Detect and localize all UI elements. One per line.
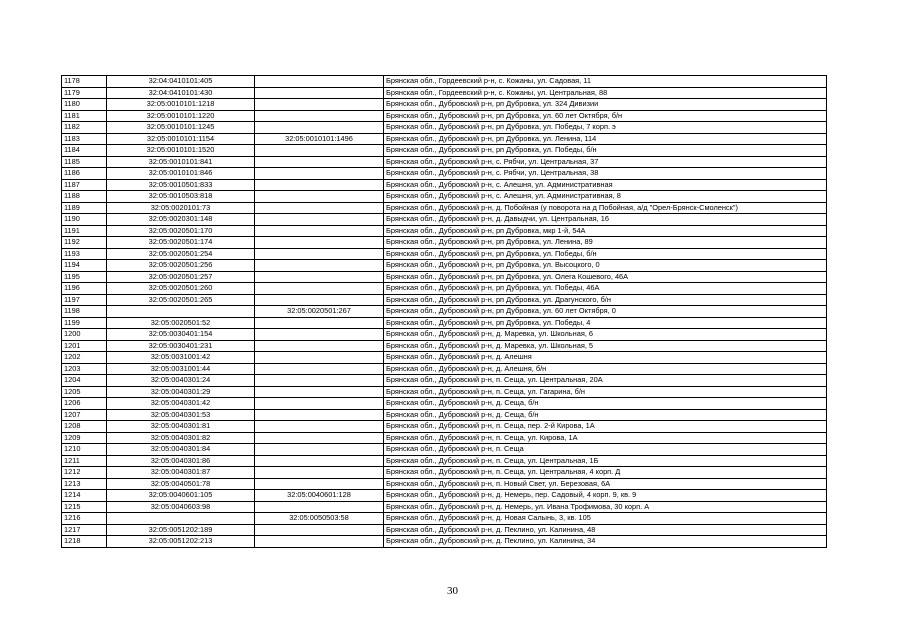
row-number-cell: 1179 [62, 87, 107, 99]
address-cell: Брянская обл., Дубровский р-н, рп Дубровка, ул. 324 Дивизии [384, 99, 827, 111]
linked-cadastral-number-cell [255, 271, 384, 283]
cadastral-number-cell: 32:05:0030401:231 [107, 340, 255, 352]
row-number-cell: 1186 [62, 168, 107, 180]
cadastral-number-cell: 32:05:0020501:256 [107, 260, 255, 272]
cadastral-number-cell: 32:05:0040301:87 [107, 467, 255, 479]
row-number-cell: 1209 [62, 432, 107, 444]
cadastral-number-cell: 32:05:0040301:81 [107, 421, 255, 433]
address-cell: Брянская обл., Дубровский р-н, п. Сеща, пер. 2-й Кирова, 1А [384, 421, 827, 433]
linked-cadastral-number-cell [255, 248, 384, 260]
address-cell: Брянская обл., Гордеевский р-н, с. Кожаны, ул. Садовая, 11 [384, 76, 827, 88]
row-number-cell: 1192 [62, 237, 107, 249]
table-row [62, 386, 827, 398]
table-row [62, 409, 827, 421]
address-cell: Брянская обл., Дубровский р-н, рп Дубровка, ул. Олега Кошевого, 46А [384, 271, 827, 283]
cadastral-number-cell: 32:05:0040601:105 [107, 490, 255, 502]
cadastral-number-cell: 32:05:0010101:846 [107, 168, 255, 180]
cadastral-number-cell: 32:05:0010101:841 [107, 156, 255, 168]
cadastral-number-cell: 32:05:0020501:257 [107, 271, 255, 283]
table-row [62, 432, 827, 444]
linked-cadastral-number-cell [255, 179, 384, 191]
table-row [62, 513, 827, 525]
cadastral-number-cell: 32:05:0040301:84 [107, 444, 255, 456]
address-cell: Брянская обл., Дубровский р-н, д. Сеща, б/н [384, 409, 827, 421]
cadastral-number-cell: 32:05:0020501:260 [107, 283, 255, 295]
table-row [62, 260, 827, 272]
row-number-cell: 1200 [62, 329, 107, 341]
row-number-cell: 1214 [62, 490, 107, 502]
row-number-cell: 1205 [62, 386, 107, 398]
cadastral-number-cell: 32:05:0031001:44 [107, 363, 255, 375]
cadastral-number-cell: 32:05:0040301:42 [107, 398, 255, 410]
table-row [62, 363, 827, 375]
linked-cadastral-number-cell [255, 294, 384, 306]
row-number-cell: 1212 [62, 467, 107, 479]
cadastral-number-cell: 32:05:0040301:86 [107, 455, 255, 467]
linked-cadastral-number-cell [255, 110, 384, 122]
row-number-cell: 1183 [62, 133, 107, 145]
linked-cadastral-number-cell [255, 421, 384, 433]
cadastral-number-cell: 32:05:0040501:78 [107, 478, 255, 490]
address-cell: Брянская обл., Дубровский р-н, д. Немерь, пер. Садовый, 4 корп. 9, кв. 9 [384, 490, 827, 502]
table-row [62, 133, 827, 145]
linked-cadastral-number-cell [255, 260, 384, 272]
address-cell: Брянская обл., Дубровский р-н, рп Дубровка, ул. Ленина, 89 [384, 237, 827, 249]
table-row [62, 501, 827, 513]
linked-cadastral-number-cell [255, 432, 384, 444]
address-cell: Брянская обл., Дубровский р-н, д. Маревка, ул. Школьная, 5 [384, 340, 827, 352]
linked-cadastral-number-cell [255, 536, 384, 548]
linked-cadastral-number-cell [255, 467, 384, 479]
linked-cadastral-number-cell: 32:05:0050503:58 [255, 513, 384, 525]
table-row [62, 214, 827, 226]
table-row [62, 536, 827, 548]
row-number-cell: 1187 [62, 179, 107, 191]
linked-cadastral-number-cell [255, 524, 384, 536]
row-number-cell: 1180 [62, 99, 107, 111]
row-number-cell: 1207 [62, 409, 107, 421]
table-row [62, 179, 827, 191]
table-row [62, 329, 827, 341]
row-number-cell: 1202 [62, 352, 107, 364]
address-cell: Брянская обл., Дубровский р-н, д. Немерь, ул. Ивана Трофимова, 30 корп. А [384, 501, 827, 513]
linked-cadastral-number-cell [255, 363, 384, 375]
address-cell: Брянская обл., Дубровский р-н, п. Сеща, ул. Центральная, 1Б [384, 455, 827, 467]
table-row [62, 156, 827, 168]
row-number-cell: 1217 [62, 524, 107, 536]
table-row [62, 467, 827, 479]
address-cell: Брянская обл., Дубровский р-н, д. Новая Салынь, 3, кв. 105 [384, 513, 827, 525]
linked-cadastral-number-cell [255, 76, 384, 88]
cadastral-number-cell: 32:05:0040301:53 [107, 409, 255, 421]
linked-cadastral-number-cell [255, 225, 384, 237]
linked-cadastral-number-cell [255, 283, 384, 295]
linked-cadastral-number-cell [255, 202, 384, 214]
linked-cadastral-number-cell [255, 501, 384, 513]
linked-cadastral-number-cell: 32:05:0020501:267 [255, 306, 384, 318]
address-cell: Брянская обл., Дубровский р-н, с. Рябчи, ул. Центральная, 38 [384, 168, 827, 180]
cadastral-number-cell: 32:05:0051202:189 [107, 524, 255, 536]
cadastral-number-cell: 32:05:0010101:1520 [107, 145, 255, 157]
address-cell: Брянская обл., Дубровский р-н, д. Давыдчи, ул. Центральная, 16 [384, 214, 827, 226]
row-number-cell: 1193 [62, 248, 107, 260]
address-cell: Брянская обл., Дубровский р-н, с. Алешня, ул. Административная, 8 [384, 191, 827, 203]
table-row [62, 168, 827, 180]
row-number-cell: 1196 [62, 283, 107, 295]
address-cell: Брянская обл., Дубровский р-н, п. Сеща, ул. Кирова, 1А [384, 432, 827, 444]
row-number-cell: 1197 [62, 294, 107, 306]
page-number: 30 [447, 585, 458, 597]
row-number-cell: 1204 [62, 375, 107, 387]
address-cell: Брянская обл., Гордеевский р-н, с. Кожаны, ул. Центральная, 88 [384, 87, 827, 99]
row-number-cell: 1189 [62, 202, 107, 214]
table-row [62, 398, 827, 410]
cadastral-number-cell: 32:05:0020501:170 [107, 225, 255, 237]
property-table-body [62, 76, 827, 548]
address-cell: Брянская обл., Дубровский р-н, д. Пеклино, ул. Калинина, 34 [384, 536, 827, 548]
address-cell: Брянская обл., Дубровский р-н, д. Алешня, б/н [384, 363, 827, 375]
table-row [62, 110, 827, 122]
linked-cadastral-number-cell: 32:05:0040601:128 [255, 490, 384, 502]
row-number-cell: 1181 [62, 110, 107, 122]
row-number-cell: 1203 [62, 363, 107, 375]
cadastral-number-cell: 32:05:0010101:1218 [107, 99, 255, 111]
linked-cadastral-number-cell [255, 409, 384, 421]
row-number-cell: 1210 [62, 444, 107, 456]
row-number-cell: 1185 [62, 156, 107, 168]
address-cell: Брянская обл., Дубровский р-н, рп Дубровка, ул. 60 лет Октября, 0 [384, 306, 827, 318]
address-cell: Брянская обл., Дубровский р-н, рп Дубровка, ул. Ленина, 114 [384, 133, 827, 145]
linked-cadastral-number-cell [255, 122, 384, 134]
row-number-cell: 1184 [62, 145, 107, 157]
table-row [62, 340, 827, 352]
address-cell: Брянская обл., Дубровский р-н, п. Сеща, ул. Центральная, 20А [384, 375, 827, 387]
table-row [62, 421, 827, 433]
address-cell: Брянская обл., Дубровский р-н, с. Алешня, ул. Административная [384, 179, 827, 191]
table-row [62, 225, 827, 237]
cadastral-number-cell: 32:05:0040301:24 [107, 375, 255, 387]
row-number-cell: 1191 [62, 225, 107, 237]
cadastral-number-cell: 32:05:0010101:1154 [107, 133, 255, 145]
table-row [62, 122, 827, 134]
cadastral-number-cell: 32:05:0030401:154 [107, 329, 255, 341]
address-cell: Брянская обл., Дубровский р-н, рп Дубровка, ул. 60 лет Октября, б/н [384, 110, 827, 122]
row-number-cell: 1206 [62, 398, 107, 410]
cadastral-number-cell: 32:05:0020101:73 [107, 202, 255, 214]
linked-cadastral-number-cell [255, 455, 384, 467]
address-cell: Брянская обл., Дубровский р-н, д. Пеклино, ул. Калинина, 48 [384, 524, 827, 536]
cadastral-number-cell: 32:05:0020301:148 [107, 214, 255, 226]
address-cell: Брянская обл., Дубровский р-н, рп Дубровка, мкр 1-й, 54А [384, 225, 827, 237]
cadastral-number-cell: 32:05:0010501:833 [107, 179, 255, 191]
table-row [62, 191, 827, 203]
address-cell: Брянская обл., Дубровский р-н, д. Сеща, б/н [384, 398, 827, 410]
table-row [62, 444, 827, 456]
cadastral-number-cell: 32:05:0010101:1245 [107, 122, 255, 134]
cadastral-number-cell: 32:05:0010101:1220 [107, 110, 255, 122]
address-cell: Брянская обл., Дубровский р-н, рп Дубровка, ул. Победы, 4 [384, 317, 827, 329]
table-row [62, 478, 827, 490]
table-row [62, 375, 827, 387]
address-cell: Брянская обл., Дубровский р-н, п. Сеща, ул. Центральная, 4 корп. Д [384, 467, 827, 479]
cadastral-number-cell: 32:05:0020501:265 [107, 294, 255, 306]
linked-cadastral-number-cell [255, 317, 384, 329]
table-row [62, 524, 827, 536]
address-cell: Брянская обл., Дубровский р-н, рп Дубровка, ул. Победы, 7 корп. э [384, 122, 827, 134]
row-number-cell: 1208 [62, 421, 107, 433]
table-row [62, 352, 827, 364]
row-number-cell: 1215 [62, 501, 107, 513]
cadastral-number-cell [107, 306, 255, 318]
row-number-cell: 1188 [62, 191, 107, 203]
cadastral-number-cell: 32:04:0410101:430 [107, 87, 255, 99]
table-row [62, 99, 827, 111]
linked-cadastral-number-cell [255, 145, 384, 157]
table-row [62, 271, 827, 283]
table-row [62, 237, 827, 249]
linked-cadastral-number-cell [255, 237, 384, 249]
address-cell: Брянская обл., Дубровский р-н, п. Новый Свет, ул. Березовая, 6А [384, 478, 827, 490]
row-number-cell: 1190 [62, 214, 107, 226]
cadastral-number-cell: 32:05:0020501:52 [107, 317, 255, 329]
address-cell: Брянская обл., Дубровский р-н, с. Рябчи, ул. Центральная, 37 [384, 156, 827, 168]
address-cell: Брянская обл., Дубровский р-н, рп Дубровка, ул. Драгунского, б/н [384, 294, 827, 306]
cadastral-number-cell: 32:05:0020501:254 [107, 248, 255, 260]
cadastral-number-cell: 32:04:0410101:405 [107, 76, 255, 88]
linked-cadastral-number-cell: 32:05:0010101:1496 [255, 133, 384, 145]
row-number-cell: 1201 [62, 340, 107, 352]
table-row [62, 490, 827, 502]
cadastral-number-cell: 32:05:0031001:42 [107, 352, 255, 364]
table-row [62, 76, 827, 88]
row-number-cell: 1198 [62, 306, 107, 318]
cadastral-number-cell: 32:05:0040603:98 [107, 501, 255, 513]
linked-cadastral-number-cell [255, 329, 384, 341]
table-row [62, 145, 827, 157]
table-row [62, 294, 827, 306]
row-number-cell: 1178 [62, 76, 107, 88]
address-cell: Брянская обл., Дубровский р-н, п. Сеща [384, 444, 827, 456]
row-number-cell: 1218 [62, 536, 107, 548]
linked-cadastral-number-cell [255, 191, 384, 203]
linked-cadastral-number-cell [255, 478, 384, 490]
address-cell: Брянская обл., Дубровский р-н, рп Дубровка, ул. Победы, 46А [384, 283, 827, 295]
table-row [62, 317, 827, 329]
address-cell: Брянская обл., Дубровский р-н, д. Побойная (у поворота на д Побойная, а/д "Орел-Брянск-Смоленск") [384, 202, 827, 214]
linked-cadastral-number-cell [255, 352, 384, 364]
row-number-cell: 1211 [62, 455, 107, 467]
row-number-cell: 1216 [62, 513, 107, 525]
cadastral-number-cell: 32:05:0040301:29 [107, 386, 255, 398]
address-cell: Брянская обл., Дубровский р-н, рп Дубровка, ул. Высоцкого, 0 [384, 260, 827, 272]
linked-cadastral-number-cell [255, 398, 384, 410]
linked-cadastral-number-cell [255, 375, 384, 387]
row-number-cell: 1213 [62, 478, 107, 490]
property-table [61, 75, 827, 548]
linked-cadastral-number-cell [255, 214, 384, 226]
row-number-cell: 1195 [62, 271, 107, 283]
cadastral-number-cell: 32:05:0051202:213 [107, 536, 255, 548]
address-cell: Брянская обл., Дубровский р-н, рп Дубровка, ул. Победы, б/н [384, 145, 827, 157]
row-number-cell: 1182 [62, 122, 107, 134]
row-number-cell: 1199 [62, 317, 107, 329]
linked-cadastral-number-cell [255, 386, 384, 398]
cadastral-number-cell [107, 513, 255, 525]
linked-cadastral-number-cell [255, 99, 384, 111]
linked-cadastral-number-cell [255, 87, 384, 99]
table-row [62, 87, 827, 99]
linked-cadastral-number-cell [255, 444, 384, 456]
table-row [62, 202, 827, 214]
address-cell: Брянская обл., Дубровский р-н, рп Дубровка, ул. Победы, б/н [384, 248, 827, 260]
cadastral-number-cell: 32:05:0040301:82 [107, 432, 255, 444]
linked-cadastral-number-cell [255, 340, 384, 352]
row-number-cell: 1194 [62, 260, 107, 272]
address-cell: Брянская обл., Дубровский р-н, п. Сеща, ул. Гагарина, б/н [384, 386, 827, 398]
address-cell: Брянская обл., Дубровский р-н, д. Маревка, ул. Школьная, 6 [384, 329, 827, 341]
table-row [62, 248, 827, 260]
linked-cadastral-number-cell [255, 168, 384, 180]
table-row [62, 455, 827, 467]
address-cell: Брянская обл., Дубровский р-н, д. Алешня [384, 352, 827, 364]
linked-cadastral-number-cell [255, 156, 384, 168]
cadastral-number-cell: 32:05:0020501:174 [107, 237, 255, 249]
cadastral-number-cell: 32:05:0010503:818 [107, 191, 255, 203]
table-row [62, 283, 827, 295]
table-row [62, 306, 827, 318]
